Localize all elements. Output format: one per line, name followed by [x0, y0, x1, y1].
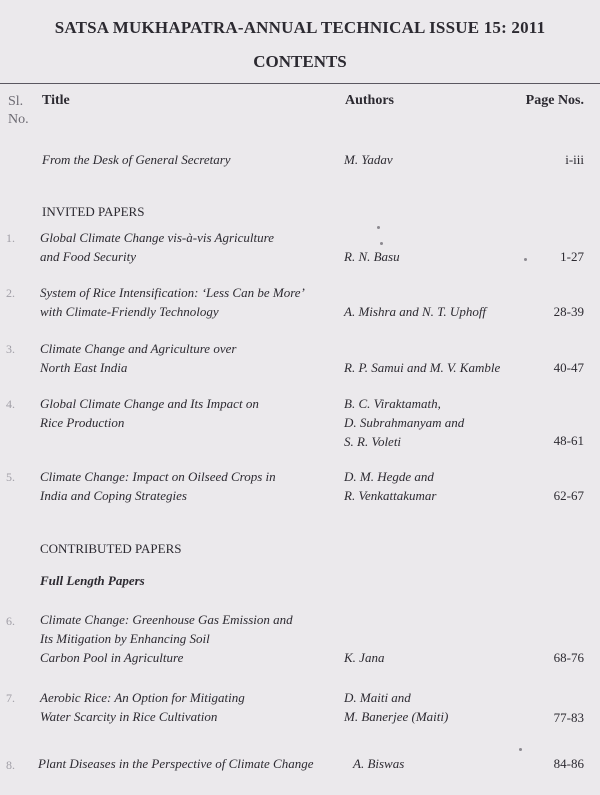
entry-author-line: R. P. Samui and M. V. Kamble: [344, 360, 501, 375]
entry-title: [38, 754, 348, 773]
entry-sl-no: 4.: [6, 397, 15, 411]
journal-title: SATSA MUKHAPATRA-ANNUAL TECHNICAL ISSUE 15: 2011: [54, 18, 546, 37]
section-heading-contributed: CONTRIBUTED PAPERS: [40, 541, 182, 556]
entry-title-line: North East India: [40, 360, 128, 375]
front-entry-pages: i-iii: [565, 152, 584, 167]
entry-sl-no: 1.: [6, 231, 15, 245]
entry-authors: [344, 394, 544, 451]
entry-pages: 28-39: [553, 304, 584, 319]
entry-author-line: D. Maiti and: [344, 690, 411, 705]
entry-title-line: India and Coping Strategies: [40, 488, 187, 503]
entry-title-line: Aerobic Rice: An Option for Mitigating: [40, 690, 245, 705]
entry-title: [40, 467, 340, 505]
entry-title: [40, 283, 350, 321]
entry-sl-no: 8.: [6, 758, 15, 772]
contents-heading: CONTENTS: [253, 52, 347, 71]
entry-title-line: Climate Change: Greenhouse Gas Emission and: [40, 612, 293, 627]
entry-title-line: Climate Change and Agriculture over: [40, 341, 237, 356]
entry-author-line: M. Banerjee (Maiti): [344, 709, 449, 724]
entry-sl-no: 6.: [6, 614, 15, 628]
entry-title-line: Its Mitigation by Enhancing Soil: [40, 631, 210, 646]
entry-title-line: Climate Change: Impact on Oilseed Crops in: [40, 469, 276, 484]
entry-author-line: R. N. Basu: [344, 249, 400, 264]
entry-authors: [344, 358, 544, 377]
entry-pages: 1-27: [560, 249, 584, 264]
entry-title: [40, 688, 340, 726]
entry-sl-no: 2.: [6, 286, 15, 300]
entry-author-line: S. R. Voleti: [344, 434, 402, 449]
subsection-heading-full-length: Full Length Papers: [40, 573, 145, 588]
entry-author-line: B. C. Viraktamath,: [344, 396, 441, 411]
entry-author-line: R. Venkattakumar: [344, 488, 437, 503]
entry-title-line: Global Climate Change vis-à-vis Agriculture: [40, 230, 274, 245]
entry-title-line: Carbon Pool in Agriculture: [40, 650, 184, 665]
entry-pages: 77-83: [553, 710, 584, 725]
section-heading-invited: INVITED PAPERS: [42, 204, 145, 219]
entry-pages: 62-67: [553, 488, 584, 503]
entry-title-line: Global Climate Change and Its Impact on: [40, 396, 259, 411]
entry-author-line: K. Jana: [344, 650, 385, 665]
print-speck: [524, 258, 527, 261]
entry-authors: [353, 754, 553, 773]
front-entry-title: From the Desk of General Secretary: [42, 152, 231, 167]
entry-title-line: Water Scarcity in Rice Cultivation: [40, 709, 218, 724]
entry-authors: [344, 302, 544, 321]
entry-sl-no: 7.: [6, 691, 15, 705]
entry-authors: [344, 688, 544, 726]
entry-author-line: D. M. Hegde and: [344, 469, 434, 484]
entry-pages: 40-47: [553, 360, 584, 375]
entry-author-line: A. Biswas: [353, 756, 405, 771]
entry-author-line: A. Mishra and N. T. Uphoff: [344, 304, 487, 319]
entry-title-line: with Climate-Friendly Technology: [40, 304, 219, 319]
entry-title: [40, 394, 340, 432]
entry-authors: [344, 247, 544, 266]
column-header-title: Title: [42, 93, 70, 108]
column-header-sl-no: Sl. No.: [8, 94, 29, 127]
column-header-authors: Authors: [345, 93, 395, 108]
front-entry-authors: M. Yadav: [344, 152, 393, 167]
print-speck: [377, 226, 380, 229]
entry-title: [40, 228, 340, 266]
entry-title-line: Plant Diseases in the Perspective of Climate Change: [38, 756, 314, 771]
entry-pages: 84-86: [553, 756, 584, 771]
entry-author-line: D. Subrahmanyam and: [344, 415, 465, 430]
entry-title-line: and Food Security: [40, 249, 137, 264]
entry-title: [40, 339, 340, 377]
entry-pages: 48-61: [553, 433, 584, 448]
entry-title: [40, 610, 340, 667]
print-speck: [380, 242, 383, 245]
entry-sl-no: 3.: [6, 342, 15, 356]
entry-sl-no: 5.: [6, 470, 15, 484]
entry-title-line: System of Rice Intensification: ‘Less Can be More’: [40, 285, 305, 300]
entry-authors: [344, 467, 544, 505]
entry-authors: [344, 648, 544, 667]
header-rule: [0, 83, 600, 84]
entry-pages: 68-76: [553, 650, 584, 665]
print-speck: [519, 748, 522, 751]
column-header-page-nos: Page Nos.: [525, 93, 584, 108]
entry-title-line: Rice Production: [40, 415, 125, 430]
